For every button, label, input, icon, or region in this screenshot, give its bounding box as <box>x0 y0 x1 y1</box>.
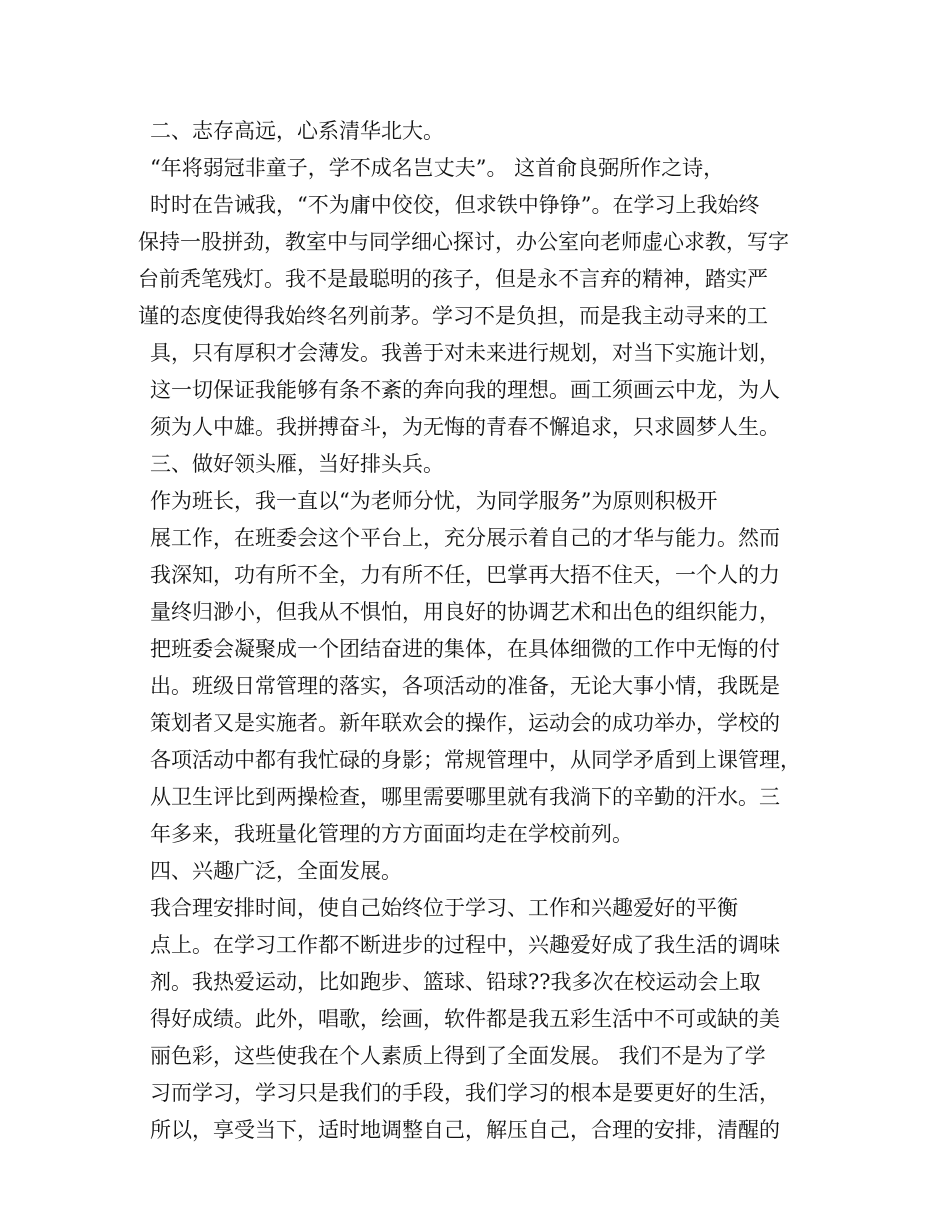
text-line: 保持一股拼劲，教室中与同学细心探讨，办公室向老师虚心求教，写字 <box>138 230 789 254</box>
text-line: 所以，享受当下，适时地调整自己，解压自己，合理的安排，清醒的 <box>150 1118 780 1142</box>
text-line: 出。班级日常管理的落实，各项活动的准备，无论大事小情，我既是 <box>150 674 780 698</box>
text-line: 得好成绩。此外，唱歌，绘画，软件都是我五彩生活中不可或缺的美 <box>150 1007 780 1031</box>
text-line: 把班委会凝聚成一个团结奋进的集体，在具体细微的工作中无悔的付 <box>150 637 780 661</box>
text-line: 我深知，功有所不全，力有所不任，巴掌再大捂不住天，一个人的力 <box>150 563 780 587</box>
heading-line: 四、兴趣广泛，全面发展。 <box>150 859 402 883</box>
text-line: 谨的态度使得我始终名列前茅。学习不是负担，而是我主动寻来的工 <box>138 304 768 328</box>
text-line: 剂。我热爱运动，比如跑步、篮球、铅球??我多次在校运动会上取 <box>150 970 761 994</box>
text-line: 展工作，在班委会这个平台上，充分展示着自己的才华与能力。然而 <box>150 526 780 550</box>
text-line: “年将弱冠非童子，学不成名岂丈夫”。 这首俞良弼所作之诗， <box>150 156 725 180</box>
text-line: 台前秃笔残灯。我不是最聪明的孩子，但是永不言弃的精神，踏实严 <box>138 267 768 291</box>
text-line: 各项活动中都有我忙碌的身影；常规管理中，从同学矛盾到上课管理， <box>150 748 801 772</box>
text-line: 具，只有厚积才会薄发。我善于对未来进行规划，对当下实施计划， <box>150 341 780 365</box>
text-line: 年多来，我班量化管理的方方面面均走在学校前列。 <box>150 822 633 846</box>
text-line: 从卫生评比到两操检查，哪里需要哪里就有我淌下的辛勤的汗水。三 <box>150 785 780 809</box>
text-line: 我合理安排时间，使自己始终位于学习、工作和兴趣爱好的平衡 <box>150 896 738 920</box>
text-line: 作为班长，我一直以“为老师分忧，为同学服务”为原则积极开 <box>150 489 718 513</box>
text-line: 这一切保证我能够有条不紊的奔向我的理想。画工须画云中龙，为人 <box>150 378 780 402</box>
text-line: 时时在告诫我，“不为庸中佼佼，但求铁中铮铮”。在学习上我始终 <box>150 193 760 217</box>
text-line: 点上。在学习工作都不断进步的过程中，兴趣爱好成了我生活的调味 <box>150 933 780 957</box>
text-line: 习而学习，学习只是我们的手段，我们学习的根本是要更好的生活， <box>150 1081 780 1105</box>
text-line: 量终归渺小，但我从不惧怕，用良好的协调艺术和出色的组织能力， <box>150 600 780 624</box>
text-line: 策划者又是实施者。新年联欢会的操作，运动会的成功举办，学校的 <box>150 711 780 735</box>
text-line: 丽色彩，这些使我在个人素质上得到了全面发展。 我们不是为了学 <box>150 1044 766 1068</box>
heading-line: 三、做好领头雁，当好排头兵。 <box>150 452 444 476</box>
heading-line: 二、志存高远，心系清华北大。 <box>150 119 444 143</box>
text-line: 须为人中雄。我拼搏奋斗，为无悔的青春不懈追求，只求圆梦人生。 <box>150 415 780 439</box>
